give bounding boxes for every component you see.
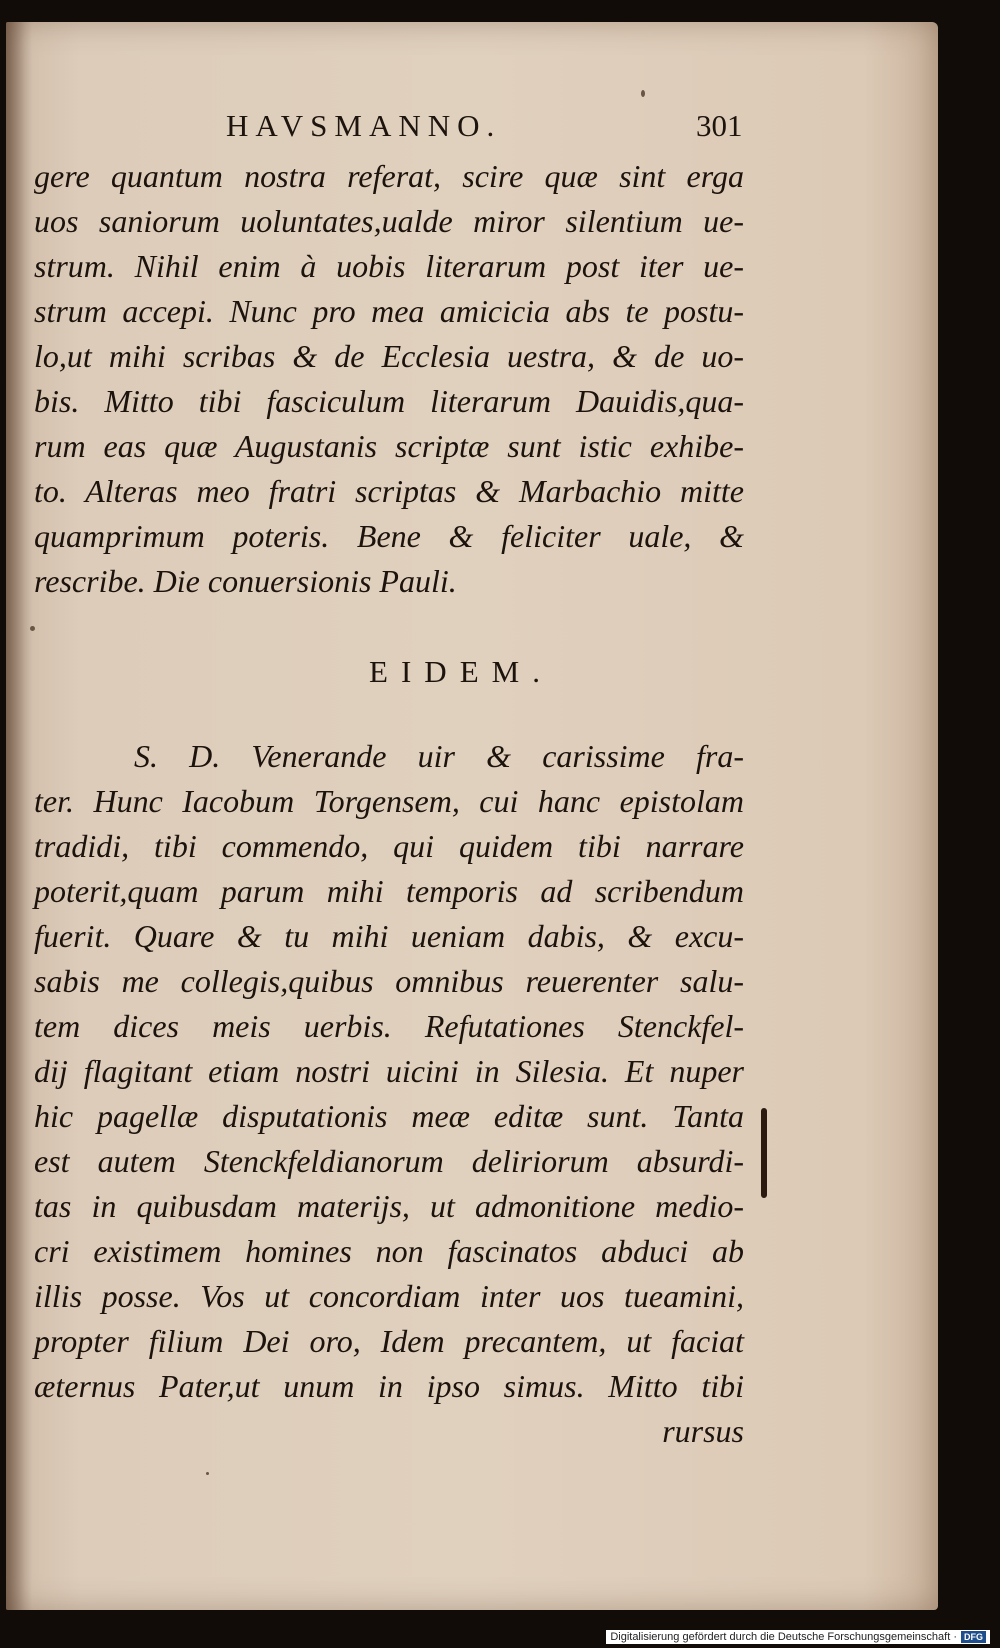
text-line: quamprimum poteris. Bene & feliciter uale, & (34, 518, 744, 554)
text-line: rum eas quæ Augustanis scriptæ sunt istic exhibe- (34, 428, 744, 464)
paragraph-1 (34, 154, 744, 604)
text-line: fuerit. Quare & tu mihi ueniam dabis, & excu- (34, 918, 744, 954)
text-line: hic pagellæ disputationis meæ editæ sunt. Tanta (34, 1098, 744, 1134)
text-line: to. Alteras meo fratri scriptas & Marbachio mitte (34, 473, 744, 509)
text-line: S. D. Venerande uir & carissime fra- (134, 738, 744, 774)
paper-speck (30, 626, 35, 631)
text-line: propter filium Dei oro, Idem precantem, ut faciat (34, 1323, 744, 1359)
text-line: gere quantum nostra referat, scire quæ sint erga (34, 158, 744, 194)
text-line: æternus Pater,ut unum in ipso simus. Mitto tibi (34, 1368, 744, 1404)
page-number: 301 (696, 108, 743, 143)
digitization-credit (606, 1630, 990, 1644)
text-line: sabis me collegis,quibus omnibus reuerenter salu- (34, 963, 744, 999)
text-line: cri existimem homines non fascinatos abduci ab (34, 1233, 744, 1269)
text-line: ter. Hunc Iacobum Torgensem, cui hanc epistolam (34, 783, 744, 819)
text-line: bis. Mitto tibi fasciculum literarum Dauidis,qua- (34, 383, 744, 419)
text-line: strum accepi. Nunc pro mea amicicia abs te postu- (34, 293, 744, 329)
section-heading: EIDEM. (369, 654, 553, 689)
text-line: tem dices meis uerbis. Refutationes Stenckfel- (34, 1008, 744, 1044)
dfg-logo-icon: DFG (961, 1631, 986, 1643)
text-line: tas in quibusdam materijs, ut admonitione medio- (34, 1188, 744, 1224)
text-line: uos saniorum uoluntates,ualde miror silentium ue- (34, 203, 744, 239)
credit-text: Digitalisierung gefördert durch die Deutsche Forschungsgemeinschaft · (610, 1631, 957, 1643)
paper-speck (206, 1472, 209, 1475)
catchword: rursus (662, 1413, 744, 1449)
paper-speck (641, 90, 645, 97)
text-line: tradidi, tibi commendo, qui quidem tibi narrare (34, 828, 744, 864)
text-line: lo,ut mihi scribas & de Ecclesia uestra, & de uo- (34, 338, 744, 374)
running-head: HAVSMANNO. (226, 108, 502, 143)
text-line: strum. Nihil enim à uobis literarum post iter ue- (34, 248, 744, 284)
text-line: est autem Stenckfeldianorum deliriorum absurdi- (34, 1143, 744, 1179)
gutter-shadow (6, 22, 32, 1610)
text-line: illis posse. Vos ut concordiam inter uos tueamini, (34, 1278, 744, 1314)
book-page (6, 22, 938, 1610)
text-line: poterit,quam parum mihi temporis ad scribendum (34, 873, 744, 909)
margin-mark (761, 1108, 767, 1198)
paragraph-2 (34, 734, 744, 1454)
text-line: rescribe. Die conuersionis Pauli. (34, 563, 457, 599)
text-line: dij flagitant etiam nostri uicini in Silesia. Et nuper (34, 1053, 744, 1089)
